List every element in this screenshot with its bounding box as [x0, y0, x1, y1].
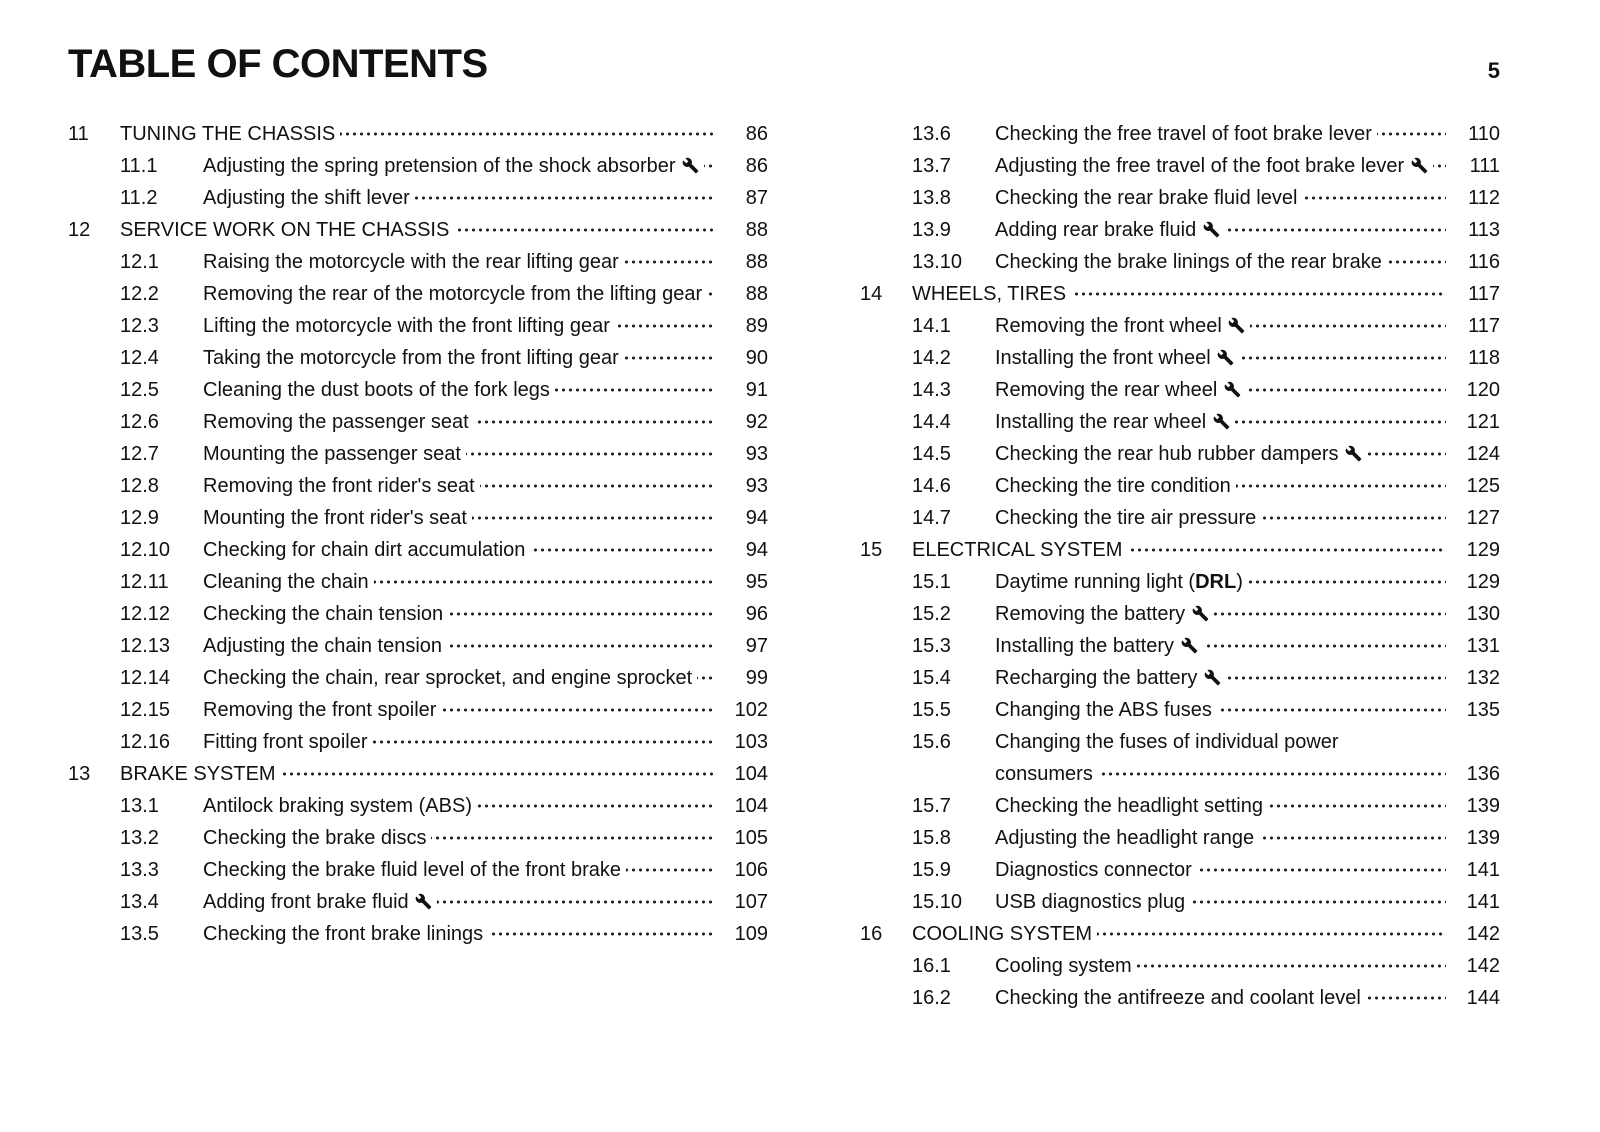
toc-entry-text: Checking the tire air pressure — [995, 507, 1261, 529]
toc-entry[interactable] — [68, 598, 768, 630]
toc-entry-title — [995, 630, 1446, 662]
toc-entry-number: 13.8 — [912, 187, 951, 209]
toc-entry-text: Adding front brake fluid — [203, 891, 437, 913]
toc-entry-title — [203, 310, 714, 342]
toc-entry-text: Removing the front wheel — [995, 315, 1250, 337]
toc-entry-page: 112 — [1468, 187, 1500, 209]
toc-entry-title — [203, 694, 714, 726]
wrench-icon — [1411, 157, 1428, 174]
toc-entry-title — [203, 726, 714, 758]
toc-entry-title — [995, 374, 1446, 406]
toc-entry-number: 15.7 — [912, 795, 951, 817]
toc-entry-title — [203, 790, 714, 822]
toc-entry-text: Checking the chain, rear sprocket, and engine sprocket — [203, 667, 697, 689]
toc-entry[interactable] — [68, 694, 768, 726]
toc-entry-page: 95 — [745, 571, 768, 593]
toc-entry-text: Installing the front wheel — [995, 347, 1239, 369]
toc-entry[interactable] — [68, 310, 768, 342]
toc-entry[interactable] — [860, 214, 1500, 246]
toc-entry-text: Cleaning the dust boots of the fork legs — [203, 379, 555, 401]
toc-entry[interactable] — [68, 406, 768, 438]
wrench-icon — [1213, 413, 1230, 430]
toc-entry-title — [995, 406, 1446, 438]
toc-entry-title — [203, 150, 714, 182]
toc-entry-text: Adjusting the headlight range — [995, 827, 1259, 849]
toc-entry-page: 117 — [1468, 315, 1500, 337]
toc-entry-text: Removing the rear of the motorcycle from the lifting gear — [203, 283, 707, 305]
toc-entry[interactable] — [860, 790, 1500, 822]
toc-entry-number: 13.9 — [912, 219, 951, 241]
toc-entry-title — [995, 118, 1446, 150]
toc-entry-number: 16.2 — [912, 987, 951, 1009]
toc-entry-number: 14.7 — [912, 507, 951, 529]
toc-entry-text: Diagnostics connector — [995, 859, 1197, 881]
toc-entry-number: 11.2 — [120, 187, 158, 209]
toc-entry-text: Checking the brake discs — [203, 827, 431, 849]
toc-entry-page: 99 — [745, 667, 768, 689]
toc-entry-title — [203, 886, 714, 918]
toc-entry-title — [120, 118, 714, 150]
toc-entry-title — [203, 822, 714, 854]
toc-column-left — [68, 118, 768, 1014]
toc-entry-title — [203, 566, 714, 598]
toc-entry-text: USB diagnostics plug — [995, 891, 1190, 913]
toc-entry[interactable] — [68, 886, 768, 918]
toc-entry-text-segment: ) — [1236, 571, 1243, 593]
toc-entry-text: ELECTRICAL SYSTEM — [912, 539, 1127, 561]
toc-entry-page: 102 — [734, 699, 768, 721]
toc-entry-number: 12.14 — [120, 667, 171, 689]
toc-entry[interactable] — [68, 214, 768, 246]
toc-entry-text: Checking for chain dirt accumulation — [203, 539, 530, 561]
toc-entry-title — [203, 182, 714, 214]
toc-entry-page: 89 — [745, 315, 768, 337]
toc-entry-number: 11.1 — [120, 155, 158, 177]
toc-entry-number: 13.2 — [120, 827, 159, 849]
toc-entry-page: 139 — [1466, 827, 1500, 849]
toc-entry-title — [995, 886, 1446, 918]
toc-entry-text: Changing the fuses of individual power consumers — [995, 731, 1339, 785]
toc-entry-number: 14 — [860, 283, 883, 305]
toc-entry-page: 106 — [734, 859, 768, 881]
toc-entry[interactable] — [860, 822, 1500, 854]
toc-entry-number: 12.15 — [120, 699, 171, 721]
toc-entry-title — [203, 534, 714, 566]
toc-entry-number: 12.7 — [120, 443, 159, 465]
toc-entry[interactable] — [68, 342, 768, 374]
toc-entry-page: 127 — [1466, 507, 1500, 529]
toc-entry[interactable] — [860, 630, 1500, 662]
toc-entry[interactable] — [68, 278, 768, 310]
wrench-icon — [1203, 221, 1220, 238]
wrench-icon — [1228, 317, 1245, 334]
toc-entry-number: 12.9 — [120, 507, 159, 529]
toc-entry-text: Mounting the passenger seat — [203, 443, 466, 465]
toc — [68, 118, 1500, 1014]
toc-entry-text: Adjusting the shift lever — [203, 187, 415, 209]
toc-entry[interactable] — [860, 694, 1500, 726]
toc-entry-page: 94 — [745, 539, 768, 561]
toc-entry-number: 15 — [860, 539, 883, 561]
toc-entry-number: 13.4 — [120, 891, 159, 913]
wrench-icon — [1217, 349, 1234, 366]
toc-entry-title — [912, 918, 1446, 950]
toc-entry-number: 13.6 — [912, 123, 951, 145]
toc-entry-number: 13 — [68, 763, 91, 785]
toc-entry-text: Fitting front spoiler — [203, 731, 373, 753]
toc-entry-page: 105 — [734, 827, 768, 849]
page-title: TABLE OF CONTENTS — [68, 42, 488, 86]
toc-entry[interactable] — [860, 118, 1500, 150]
toc-entry-title — [995, 982, 1446, 1014]
toc-entry-text: Taking the motorcycle from the front lifting gear — [203, 347, 624, 369]
wrench-icon — [1224, 381, 1241, 398]
toc-entry-page: 93 — [745, 475, 768, 497]
toc-entry-title — [995, 598, 1446, 630]
toc-entry-page: 88 — [745, 283, 768, 305]
toc-entry-text: Removing the passenger seat — [203, 411, 474, 433]
toc-entry[interactable] — [68, 182, 768, 214]
toc-entry-page: 118 — [1468, 347, 1500, 369]
toc-entry-title — [912, 278, 1446, 310]
toc-entry-number: 12.1 — [120, 251, 159, 273]
toc-entry-page: 129 — [1466, 539, 1500, 561]
toc-entry-number: 12.3 — [120, 315, 159, 337]
toc-entry-title — [203, 630, 714, 662]
toc-entry-text: Checking the free travel of foot brake lever — [995, 123, 1377, 145]
toc-entry-text: Removing the rear wheel — [995, 379, 1246, 401]
toc-entry-title — [995, 950, 1446, 982]
toc-entry-page: 142 — [1466, 923, 1500, 945]
wrench-icon — [415, 893, 432, 910]
toc-entry-title — [995, 502, 1446, 534]
toc-entry-number: 14.6 — [912, 475, 951, 497]
toc-entry-text: Checking the brake linings of the rear brake — [995, 251, 1387, 273]
toc-entry-text: Checking the rear hub rubber dampers — [995, 443, 1367, 465]
toc-entry[interactable] — [860, 374, 1500, 406]
toc-entry-page: 107 — [734, 891, 768, 913]
toc-entry-number: 15.4 — [912, 667, 951, 689]
toc-entry-page: 97 — [745, 635, 768, 657]
toc-entry-number: 12.6 — [120, 411, 159, 433]
toc-entry-page: 116 — [1468, 251, 1500, 273]
toc-entry-title — [995, 790, 1446, 822]
toc-entry-text: Recharging the battery — [995, 667, 1226, 689]
toc-entry[interactable] — [68, 534, 768, 566]
toc-entry[interactable] — [68, 118, 768, 150]
toc-entry-title — [995, 438, 1446, 470]
toc-entry-text — [995, 571, 1248, 593]
toc-entry-number: 13.1 — [120, 795, 159, 817]
toc-entry[interactable] — [68, 822, 768, 854]
toc-entry-text: WHEELS, TIRES — [912, 283, 1071, 305]
toc-entry-number: 12.5 — [120, 379, 159, 401]
toc-entry-text: Changing the ABS fuses — [995, 699, 1217, 721]
toc-entry[interactable] — [68, 726, 768, 758]
toc-entry-page: 131 — [1466, 635, 1500, 657]
toc-entry-text: Lifting the motorcycle with the front lifting gear — [203, 315, 615, 337]
toc-entry-text: Raising the motorcycle with the rear lifting gear — [203, 251, 624, 273]
toc-entry-page: 113 — [1468, 219, 1500, 241]
toc-entry-page: 120 — [1466, 379, 1500, 401]
toc-entry[interactable] — [860, 502, 1500, 534]
toc-entry-text: COOLING SYSTEM — [912, 923, 1097, 945]
toc-entry-number: 12.12 — [120, 603, 171, 625]
toc-entry-text: Checking the rear brake fluid level — [995, 187, 1302, 209]
toc-entry-text: Checking the antifreeze and coolant level — [995, 987, 1366, 1009]
toc-entry-number: 15.2 — [912, 603, 951, 625]
toc-entry-title — [995, 310, 1446, 342]
toc-entry-number: 14.4 — [912, 411, 951, 433]
toc-entry-page: 92 — [745, 411, 768, 433]
toc-entry[interactable] — [860, 566, 1500, 598]
toc-entry[interactable] — [860, 598, 1500, 630]
toc-entry-title — [912, 534, 1446, 566]
toc-entry-text: Installing the battery — [995, 635, 1203, 657]
toc-entry-title — [995, 726, 1446, 790]
toc-entry[interactable] — [68, 502, 768, 534]
page-number: 5 — [1487, 58, 1500, 83]
toc-entry-number: 13.7 — [912, 155, 951, 177]
toc-entry-page: 91 — [745, 379, 768, 401]
wrench-icon — [1192, 605, 1209, 622]
toc-entry-page: 130 — [1466, 603, 1500, 625]
toc-entry-number: 11 — [68, 123, 89, 145]
toc-entry-text-bold: DRL — [1195, 571, 1237, 593]
toc-entry-title — [995, 694, 1446, 726]
toc-entry-page: 142 — [1466, 955, 1500, 977]
toc-entry-number: 12.4 — [120, 347, 159, 369]
toc-entry-number: 16.1 — [912, 955, 951, 977]
toc-entry-page: 90 — [745, 347, 768, 369]
wrench-icon — [682, 157, 699, 174]
toc-entry-title — [120, 214, 714, 246]
toc-entry-number: 15.5 — [912, 699, 951, 721]
toc-entry[interactable] — [860, 278, 1500, 310]
toc-entry-text: Checking the chain tension — [203, 603, 448, 625]
wrench-icon — [1181, 637, 1198, 654]
toc-entry-page: 111 — [1469, 155, 1500, 177]
toc-entry[interactable] — [860, 246, 1500, 278]
toc-entry-number: 12.16 — [120, 731, 171, 753]
toc-entry-page: 121 — [1466, 411, 1500, 433]
toc-entry[interactable] — [68, 438, 768, 470]
toc-entry-page: 103 — [734, 731, 768, 753]
toc-entry-text: Checking the front brake linings — [203, 923, 488, 945]
toc-entry[interactable] — [68, 374, 768, 406]
toc-entry-page: 129 — [1466, 571, 1500, 593]
toc-entry[interactable] — [68, 918, 768, 950]
toc-entry-number: 14.1 — [912, 315, 951, 337]
toc-entry[interactable] — [860, 982, 1500, 1014]
toc-entry[interactable] — [860, 182, 1500, 214]
toc-entry-title — [203, 438, 714, 470]
toc-entry-text: Antilock braking system (ABS) — [203, 795, 477, 817]
toc-entry-title — [995, 342, 1446, 374]
toc-entry-text: Cooling system — [995, 955, 1137, 977]
toc-entry-title — [203, 342, 714, 374]
toc-entry-page: 141 — [1466, 859, 1500, 881]
toc-entry-page: 94 — [745, 507, 768, 529]
toc-entry-number: 13.3 — [120, 859, 159, 881]
toc-entry-title — [995, 854, 1446, 886]
page-header — [68, 42, 1500, 86]
toc-entry-page: 124 — [1466, 443, 1500, 465]
toc-entry-page: 86 — [745, 123, 768, 145]
toc-entry-page: 110 — [1468, 123, 1500, 145]
toc-entry-text: Removing the battery — [995, 603, 1214, 625]
toc-entry-number: 13.10 — [912, 251, 963, 273]
toc-entry-number: 12.2 — [120, 283, 159, 305]
toc-entry-page: 109 — [734, 923, 768, 945]
toc-entry-title — [203, 470, 714, 502]
toc-entry-number: 12.8 — [120, 475, 159, 497]
toc-entry[interactable] — [68, 758, 768, 790]
toc-entry-page: 87 — [745, 187, 768, 209]
toc-entry-text: Removing the front spoiler — [203, 699, 441, 721]
toc-entry-number: 16 — [860, 923, 883, 945]
toc-entry-number: 12.10 — [120, 539, 171, 561]
toc-entry-title — [203, 406, 714, 438]
toc-entry[interactable] — [68, 566, 768, 598]
toc-column-right — [860, 118, 1500, 1014]
toc-entry-text: Adding rear brake fluid — [995, 219, 1225, 241]
toc-entry[interactable] — [860, 886, 1500, 918]
toc-entry[interactable] — [860, 150, 1500, 182]
toc-entry-text: Installing the rear wheel — [995, 411, 1235, 433]
toc-entry[interactable] — [860, 310, 1500, 342]
toc-entry-page: 88 — [745, 219, 768, 241]
toc-entry-text: Checking the tire condition — [995, 475, 1236, 497]
toc-entry-title — [995, 662, 1446, 694]
toc-entry-title — [995, 246, 1446, 278]
toc-entry-text: TUNING THE CHASSIS — [120, 123, 340, 145]
toc-entry-title — [203, 374, 714, 406]
toc-entry-text: Adjusting the chain tension — [203, 635, 447, 657]
toc-entry[interactable] — [68, 630, 768, 662]
toc-entry-number: 14.2 — [912, 347, 951, 369]
toc-entry-page: 104 — [734, 763, 768, 785]
toc-entry-number: 12 — [68, 219, 91, 241]
toc-entry-text-segment: Daytime running light ( — [995, 571, 1196, 593]
toc-entry[interactable] — [860, 726, 1500, 790]
toc-entry-number: 15.1 — [912, 571, 951, 593]
toc-entry-title — [203, 598, 714, 630]
toc-entry-title — [203, 918, 714, 950]
toc-entry[interactable] — [68, 246, 768, 278]
toc-entry[interactable] — [860, 534, 1500, 566]
toc-entry-page: 125 — [1466, 475, 1500, 497]
toc-entry-number: 15.8 — [912, 827, 951, 849]
toc-entry[interactable] — [68, 150, 768, 182]
toc-entry-title — [995, 566, 1446, 598]
toc-entry-page: 117 — [1468, 283, 1500, 305]
toc-entry-text: BRAKE SYSTEM — [120, 763, 281, 785]
wrench-icon — [1345, 445, 1362, 462]
toc-entry-page: 144 — [1466, 987, 1500, 1009]
toc-entry-text: Adjusting the free travel of the foot brake lever — [995, 155, 1433, 177]
toc-entry-text: Checking the brake fluid level of the front brake — [203, 859, 626, 881]
toc-entry-text: Cleaning the chain — [203, 571, 374, 593]
toc-entry[interactable] — [68, 662, 768, 694]
toc-entry[interactable] — [68, 790, 768, 822]
toc-entry-text: SERVICE WORK ON THE CHASSIS — [120, 219, 454, 241]
toc-entry-page: 93 — [745, 443, 768, 465]
toc-entry-page: 132 — [1466, 667, 1500, 689]
toc-entry-number: 13.5 — [120, 923, 159, 945]
toc-entry-text: Removing the front rider's seat — [203, 475, 480, 497]
toc-entry-title — [995, 470, 1446, 502]
toc-entry-number: 15.9 — [912, 859, 951, 881]
toc-entry[interactable] — [860, 918, 1500, 950]
toc-entry[interactable] — [68, 854, 768, 886]
toc-entry-number: 15.10 — [912, 891, 963, 913]
toc-entry-title — [203, 246, 714, 278]
toc-entry-number: 15.6 — [912, 731, 951, 753]
toc-entry-page: 86 — [745, 155, 768, 177]
toc-entry-number: 15.3 — [912, 635, 951, 657]
toc-entry-number: 12.13 — [120, 635, 171, 657]
toc-entry[interactable] — [860, 438, 1500, 470]
toc-entry-page: 104 — [734, 795, 768, 817]
wrench-icon — [1204, 669, 1221, 686]
toc-entry-text: Mounting the front rider's seat — [203, 507, 472, 529]
toc-entry-title — [203, 662, 714, 694]
toc-entry[interactable] — [860, 662, 1500, 694]
toc-entry[interactable] — [860, 406, 1500, 438]
toc-entry-page: 139 — [1466, 795, 1500, 817]
toc-entry-title — [995, 150, 1446, 182]
toc-entry-page: 88 — [745, 251, 768, 273]
toc-entry[interactable] — [860, 950, 1500, 982]
toc-entry-page: 136 — [1466, 763, 1500, 785]
toc-entry-page: 141 — [1466, 891, 1500, 913]
toc-entry-text: Adjusting the spring pretension of the shock absorber — [203, 155, 704, 177]
toc-entry-title — [120, 758, 714, 790]
toc-entry[interactable] — [860, 854, 1500, 886]
toc-entry-number: 14.3 — [912, 379, 951, 401]
toc-entry-title — [203, 854, 714, 886]
toc-entry-title — [995, 182, 1446, 214]
toc-entry-title — [995, 214, 1446, 246]
toc-entry-page: 96 — [745, 603, 768, 625]
toc-entry-text: Checking the headlight setting — [995, 795, 1268, 817]
toc-entry-title — [203, 502, 714, 534]
toc-entry[interactable] — [860, 470, 1500, 502]
toc-entry-number: 14.5 — [912, 443, 951, 465]
toc-entry-title — [203, 278, 714, 310]
toc-entry-page: 135 — [1466, 699, 1500, 721]
toc-entry[interactable] — [860, 342, 1500, 374]
toc-entry-number: 12.11 — [120, 571, 169, 593]
toc-entry[interactable] — [68, 470, 768, 502]
toc-entry-title — [995, 822, 1446, 854]
